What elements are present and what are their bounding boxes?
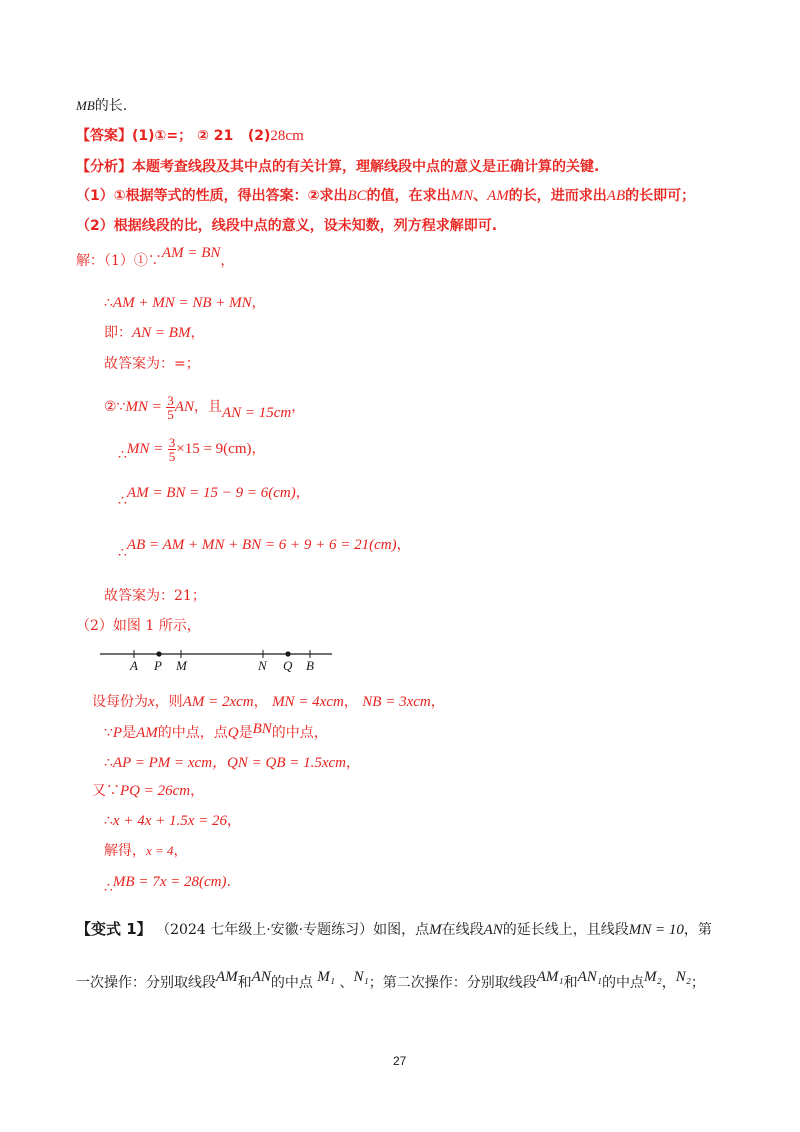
page-number: 27 xyxy=(393,1054,407,1068)
fraction-3-5: $\frac{3}{5}$ xyxy=(167,392,174,422)
label-b: B xyxy=(306,658,314,672)
analysis-step-2: （2）根据线段的比，线段中点的意义，设未知数，列方程求解即可. xyxy=(76,218,498,234)
sol-answer-2: 故答案为：21； xyxy=(104,588,206,604)
sol-line-7: ∴AB = AM + MN + BN = 6 + 9 + 6 = 21(cm)， xyxy=(118,537,411,561)
point-p xyxy=(156,651,161,656)
variant-line-1: 【变式 1】 （2024 七年级上·安徽·专题练习）如图，点M在线段AN的延长线上，且线段MN = 10，第 xyxy=(76,920,712,938)
fraction-3-5-b: $\frac{3}{5}$ xyxy=(168,434,176,464)
intro-line: MB的长. xyxy=(76,98,128,114)
label-a: A xyxy=(130,658,138,672)
sol-line-1: 解：（1）①∵AM = BN， xyxy=(76,245,235,269)
part2-line-4: 又∵PQ = 26cm， xyxy=(92,783,205,799)
label-m: M xyxy=(176,658,187,672)
variant-line-2: 一次操作：分别取线段AM和AN的中点 M₁ 、N₁；第二次操作：分别取线段AM₁和AN₁的中点M₂，N₂； xyxy=(76,969,705,991)
label-p: P xyxy=(154,658,162,672)
sol-line-4: ②∵MN = $\frac{3}{5}$ AN，且AN = 15cm， xyxy=(104,392,306,422)
part2-line-6: 解得，x = 4， xyxy=(104,843,188,859)
segment-figure xyxy=(98,646,338,672)
sol-line-2: ∴AM + MN = NB + MN， xyxy=(104,295,266,311)
answer-line: 【答案】(1)①=； ② 21 (2)28cm xyxy=(76,128,304,144)
analysis-step-1: （1）①根据等式的性质，得出答案：②求出BC的值，在求出MN、AM的长，进而求出AB的长即可； xyxy=(76,188,696,204)
part2-line-7: ∴MB = 7x = 28(cm). xyxy=(104,874,231,896)
sol-answer-1: 故答案为：=； xyxy=(104,356,200,372)
part2-line-1: 设每份为x，则AM = 2xcm， MN = 4xcm， NB = 3xcm， xyxy=(92,694,445,710)
part2-head: （2）如图 1 所示， xyxy=(76,618,201,634)
point-q xyxy=(285,651,290,656)
part2-line-3: ∴AP = PM = xcm，QN = QB = 1.5xcm， xyxy=(104,755,361,771)
part2-line-5: ∴x + 4x + 1.5x = 26， xyxy=(104,813,242,829)
sol-line-6: ∴AM = BN = 15 − 9 = 6(cm)， xyxy=(118,485,310,509)
label-q: Q xyxy=(283,658,293,672)
part2-line-2: ∵P是AM的中点，点Q是BN的中点， xyxy=(104,721,328,741)
sol-line-5: ∴MN = $\frac{3}{5}$ ×15 = 9(cm)， xyxy=(118,434,266,464)
label-n: N xyxy=(258,658,267,672)
sol-line-3: 即：AN = BM， xyxy=(104,325,205,341)
math-mb: MB xyxy=(76,98,95,113)
analysis-line: 【分析】本题考查线段及其中点的有关计算，理解线段中点的意义是正确计算的关键. xyxy=(76,159,600,175)
